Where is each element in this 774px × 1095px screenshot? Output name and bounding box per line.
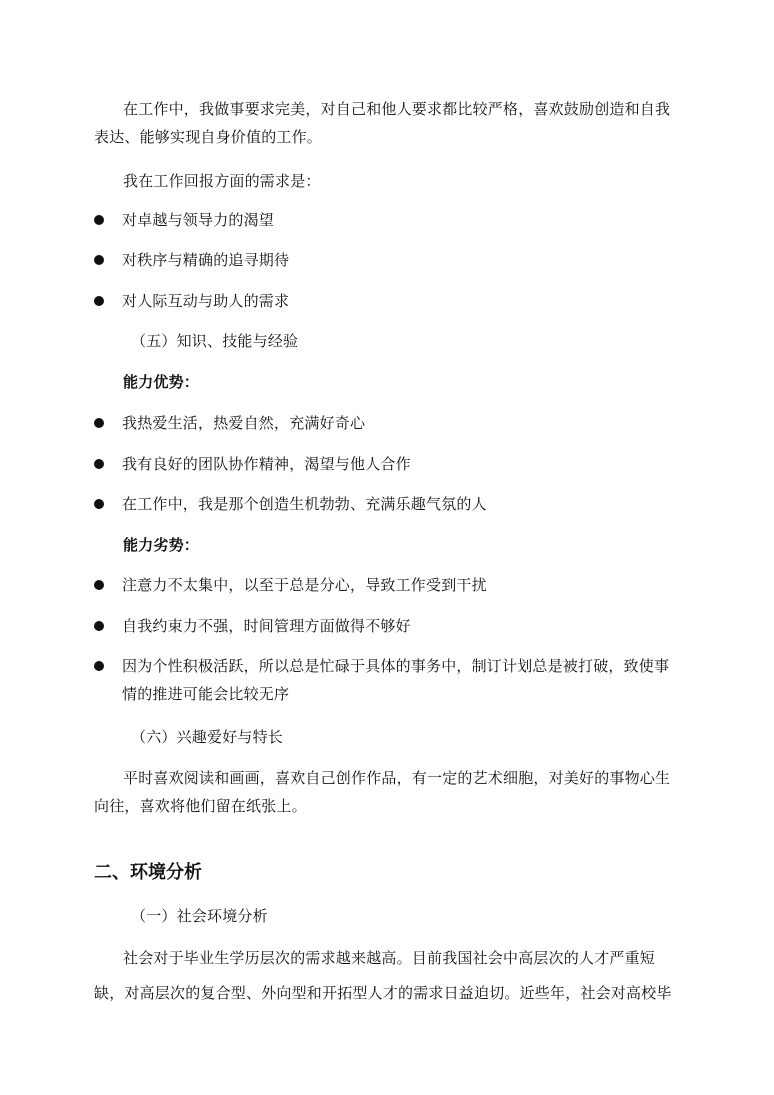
section-title-environment: 二、环境分析 — [94, 862, 202, 883]
needs-intro: 我在工作回报方面的需求是： — [123, 172, 321, 190]
bullet-icon — [94, 621, 104, 631]
weaknesses-title: 能力劣势： — [123, 536, 200, 554]
list-item-text: 对卓越与领导力的渴望 — [122, 211, 275, 229]
list-item-text: 注意力不太集中，以至于总是分心，导致工作受到干扰 — [122, 576, 487, 594]
list-item-text: 在工作中，我是那个创造生机勃勃、充满乐趣气氛的人 — [122, 495, 487, 513]
bullet-icon — [94, 215, 104, 225]
list-item-continuation: 情的推进可能会比较无序 — [122, 685, 290, 703]
bullet-icon — [94, 580, 104, 590]
paragraph-hobby-line1: 平时喜欢阅读和画画，喜欢自己创作作品，有一定的艺术细胞，对美好的事物心生 — [123, 769, 671, 787]
paragraph-hobby-line2: 向往，喜欢将他们留在纸张上。 — [94, 797, 307, 815]
list-item-text: 我有良好的团队协作精神，渴望与他人合作 — [122, 455, 411, 473]
list-item-text: 对人际互动与助人的需求 — [122, 292, 290, 310]
paragraph-work-style-line2: 表达、能够实现自身价值的工作。 — [94, 128, 323, 146]
paragraph-society-line2: 缺，对高层次的复合型、外向型和开拓型人才的需求日益迫切。近些年，社会对高校毕 — [94, 984, 672, 1002]
heading-hobbies: （六）兴趣爱好与特长 — [131, 728, 284, 746]
list-item-text: 因为个性积极活跃，所以总是忙碌于具体的事务中，制订计划总是被打破，致使事 — [122, 657, 670, 675]
bullet-icon — [94, 459, 104, 469]
strengths-title: 能力优势： — [123, 373, 200, 391]
bullet-icon — [94, 418, 104, 428]
bullet-icon — [94, 499, 104, 509]
paragraph-society-line1: 社会对于毕业生学历层次的需求越来越高。目前我国社会中高层次的人才严重短 — [123, 949, 656, 967]
bullet-icon — [94, 296, 104, 306]
list-item-text: 自我约束力不强，时间管理方面做得不够好 — [122, 617, 411, 635]
list-item-text: 对秩序与精确的追寻期待 — [122, 251, 290, 269]
heading-knowledge-skills: （五）知识、技能与经验 — [131, 332, 299, 350]
bullet-icon — [94, 661, 104, 671]
paragraph-work-style-line1: 在工作中，我做事要求完美，对自己和他人要求都比较严格，喜欢鼓励创造和自我 — [123, 100, 671, 118]
bullet-icon — [94, 255, 104, 265]
list-item-text: 我热爱生活，热爱自然，充满好奇心 — [122, 414, 366, 432]
heading-social-environment: （一）社会环境分析 — [131, 907, 268, 925]
